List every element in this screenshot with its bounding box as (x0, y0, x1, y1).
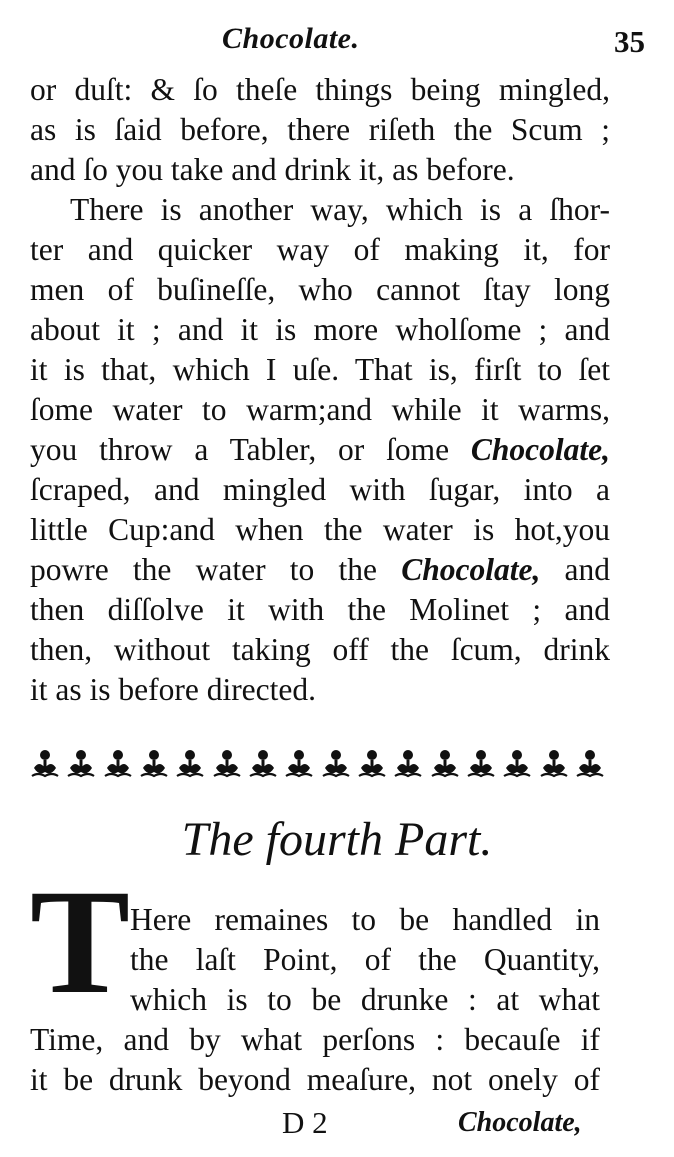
body-text (30, 70, 610, 710)
drop-cap: T (30, 859, 131, 1025)
fleuron-icon (357, 746, 387, 782)
text-line: then, without taking off the ſcum, drink (30, 632, 610, 667)
text-line: Here remaines to be handled in (130, 902, 600, 937)
text-line: as is ſaid before, there riſeth the Scum ; (30, 112, 610, 147)
ornament-row (30, 744, 605, 784)
running-title: Chocolate. (222, 22, 360, 55)
text-line: ſcraped, and mingled with ſugar, into a (30, 472, 610, 507)
italic-word: Chocolate, (401, 552, 541, 587)
fleuron-icon (248, 746, 278, 782)
fleuron-icon (393, 746, 423, 782)
text-line: it is that, which I uſe. That is, firſt to ſet (30, 352, 610, 387)
text-line (30, 550, 610, 590)
catchword: Chocolate, (458, 1107, 582, 1138)
text-line: and ſo you take and drink it, as before. (30, 152, 515, 187)
text-line: the laſt Point, of the Quantity, (130, 942, 600, 977)
text-line: Time, and by what perſons : becauſe if (30, 1022, 600, 1057)
text-line: or duſt: & ſo theſe things being mingled, (30, 72, 610, 107)
fleuron-icon (139, 746, 169, 782)
text-line: There is another way, which is a ſhor- (70, 192, 610, 227)
text-line: men of buſineſſe, who cannot ſtay long (30, 272, 610, 307)
text-line: which is to be drunke : at what (130, 982, 600, 1017)
page-footer (0, 1105, 674, 1145)
text-line: about it ; and it is more wholſome ; and (30, 312, 610, 347)
text-segment: you throw a Tabler, or ſome (30, 432, 450, 467)
text-segment: and (564, 552, 611, 587)
fleuron-icon (212, 746, 242, 782)
italic-word: Chocolate, (470, 432, 610, 467)
section-heading: The fourth Part. (181, 813, 493, 866)
fleuron-icon (284, 746, 314, 782)
text-line: little Cup:and when the water is hot,you (30, 512, 610, 547)
fleuron-icon (103, 746, 133, 782)
fleuron-icon (30, 746, 60, 782)
text-line: ſome water to warm;and while it warms, (30, 392, 610, 427)
page-number: 35 (614, 24, 645, 59)
text-line: it be drunk beyond meaſure, not onely of (30, 1062, 600, 1097)
fleuron-icon (466, 746, 496, 782)
text-line: ter and quicker way of making it, for (30, 232, 610, 267)
fleuron-icon (430, 746, 460, 782)
fleuron-icon (539, 746, 569, 782)
fleuron-icon (175, 746, 205, 782)
fleuron-icon (66, 746, 96, 782)
fleuron-icon (575, 746, 605, 782)
text-line: then diſſolve it with the Molinet ; and (30, 592, 610, 627)
running-head (0, 22, 674, 62)
text-line (30, 430, 610, 470)
fleuron-icon (321, 746, 351, 782)
fleuron-icon (502, 746, 532, 782)
text-segment: powre the water to the (30, 552, 377, 587)
signature-mark: D 2 (282, 1105, 328, 1140)
text-line: it as is before directed. (30, 672, 317, 707)
paragraph-fourth-part (30, 900, 600, 1100)
